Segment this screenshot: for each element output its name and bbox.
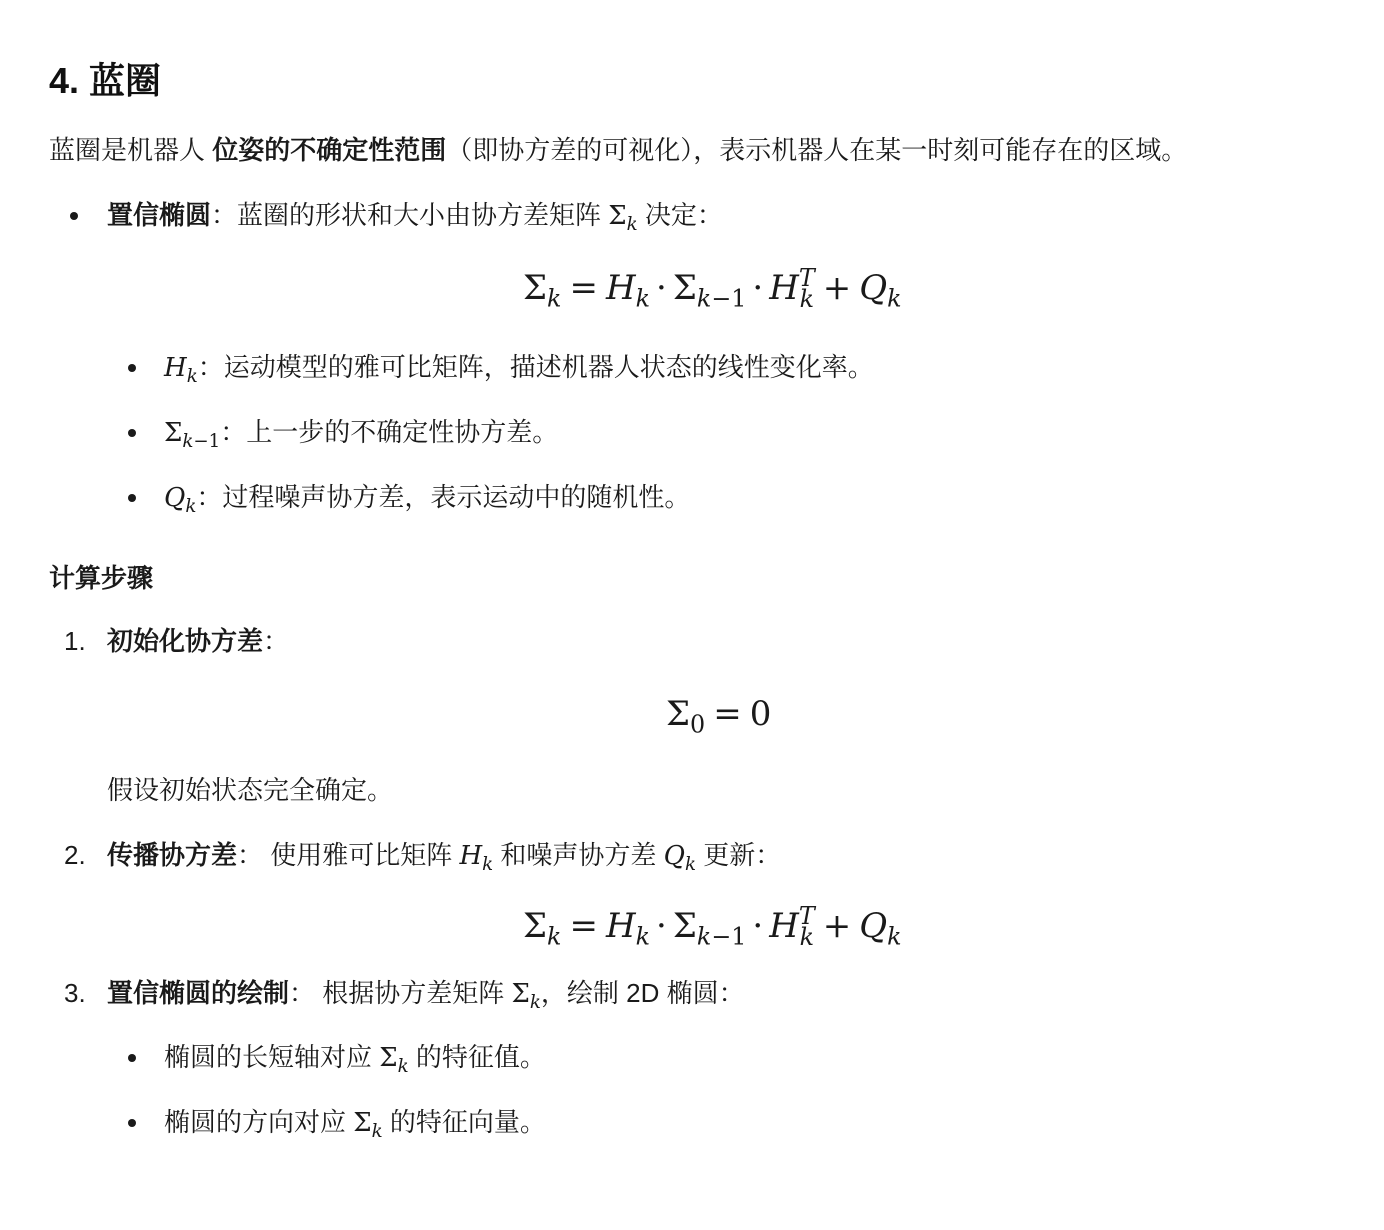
- steps-heading: 计算步骤: [49, 563, 154, 593]
- step-1-label: 初始化协方差: [107, 626, 264, 656]
- math-hk: $H_k$: [164, 353, 198, 387]
- step-2-text-a: ： 使用雅可比矩阵: [237, 840, 460, 870]
- step-2-label: 传播协方差: [107, 840, 238, 870]
- step-3-subitem-eigenvectors: [164, 1104, 546, 1150]
- math-qk: $Q_k$: [164, 483, 197, 517]
- confidence-text-before: ：蓝圈的形状和大小由协方差矩阵: [211, 200, 609, 230]
- step-1-text: ：: [263, 626, 290, 656]
- sub-item-sigma-prev: [164, 414, 558, 460]
- sub-item-text: ：过程噪声协方差，表示运动中的随机性。: [196, 482, 691, 512]
- confidence-text-after: 决定：: [637, 200, 723, 230]
- section-heading: 4. 蓝圈: [49, 60, 162, 101]
- math-hk: $H_k$: [459, 841, 494, 875]
- subitem-text-after: 的特征值。: [408, 1042, 546, 1072]
- step-number: 3.: [64, 978, 86, 1008]
- step-3-text-a: ： 根据协方差矩阵: [289, 978, 512, 1008]
- equation-covariance-update: $\Sigma_k = H_k \cdot \Sigma_{k-1} \cdot H$ T k + $Q_k$: [523, 901, 902, 952]
- sub-item-hk: [164, 349, 874, 395]
- math-qk: $Q_k$: [663, 841, 696, 875]
- step-number: 2.: [64, 840, 86, 870]
- intro-paragraph: [49, 132, 1187, 168]
- bullet-dot: [128, 364, 136, 372]
- bullet-dot: [70, 212, 78, 220]
- step-number: 1.: [64, 626, 86, 656]
- sub-item-text: ：运动模型的雅可比矩阵，描述机器人状态的线性变化率。: [197, 352, 874, 382]
- math-sigma-k: $\Sigma_k$: [353, 1108, 383, 1142]
- intro-text-before: 蓝圈是机器人: [49, 135, 213, 165]
- list-item-confidence: [107, 197, 723, 243]
- equation-initial-covariance: $\Sigma_0 = 0$: [666, 694, 772, 739]
- subitem-text-before: 椭圆的方向对应: [164, 1107, 354, 1137]
- equation-covariance-propagation: $\Sigma_k = H_k \cdot \Sigma_{k-1} \cdot H$ T k + $Q_k$: [523, 263, 902, 314]
- bullet-dot: [128, 1054, 136, 1062]
- math-sigma-k: $\Sigma_k$: [379, 1043, 409, 1077]
- subitem-text-after: 的特征向量。: [382, 1107, 546, 1137]
- step-1-note: 假设初始状态完全确定。: [107, 775, 394, 805]
- bullet-dot: [128, 494, 136, 502]
- step-2-text-b: 和噪声协方差: [493, 840, 664, 870]
- math-sigma-k-1: $\Sigma_{k-1}$: [164, 418, 221, 452]
- step-2: [107, 837, 781, 883]
- math-sigma-k: $\Sigma_k$: [511, 979, 541, 1013]
- sub-item-text: ：上一步的不确定性协方差。: [220, 417, 559, 447]
- step-2-text-c: 更新：: [696, 840, 782, 870]
- sub-item-qk: [164, 479, 690, 525]
- confidence-label: 置信椭圆: [107, 200, 212, 230]
- math-sigma-k: $\Sigma_k$: [608, 201, 638, 235]
- intro-text-after: （即协方差的可视化），表示机器人在某一时刻可能存在的区域。: [446, 135, 1188, 165]
- step-3-label: 置信椭圆的绘制: [107, 978, 290, 1008]
- step-1: [107, 623, 289, 659]
- step-3-subitem-eigenvalues: [164, 1039, 546, 1085]
- step-3-text-b: ，绘制 2D 椭圆：: [540, 978, 745, 1008]
- subitem-text-before: 椭圆的长短轴对应: [164, 1042, 380, 1072]
- bullet-dot: [128, 429, 136, 437]
- step-3: [107, 975, 745, 1021]
- intro-bold-phrase: 位姿的不确定性范围: [212, 135, 447, 165]
- bullet-dot: [128, 1119, 136, 1127]
